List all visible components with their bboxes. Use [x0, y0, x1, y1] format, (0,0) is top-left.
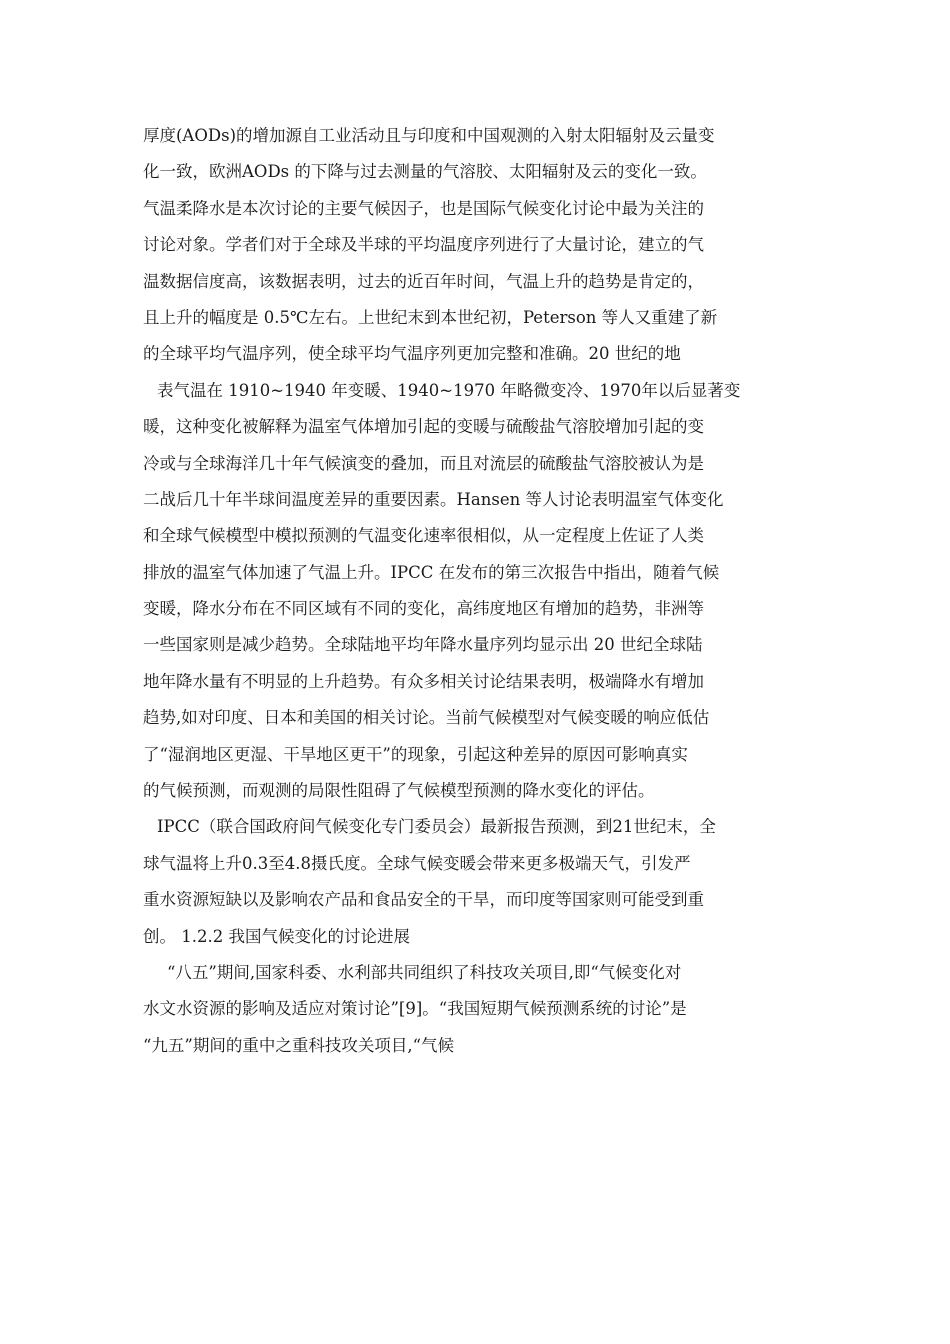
text-line: 水文水资源的影响及适应对策讨论”[9]。“我国短期气候预测系统的讨论”是: [143, 999, 687, 1019]
text-line: 气温柔降水是本次讨论的主要气候因子，也是国际气候变化讨论中最为关注的: [143, 198, 704, 218]
text-line: 温数据信度高，该数据表明，过去的近百年时间，气温上升的趋势是肯定的，: [143, 271, 704, 291]
text-line: 变暖，降水分布在不同区域有不同的变化，高纬度地区有增加的趋势，非洲等: [143, 599, 704, 619]
text-line: 二战后几十年半球间温度差异的重要因素。Hansen 等人讨论表明温室气体变化: [143, 489, 724, 509]
text-line: 和全球气候模型中模拟预测的气温变化速率很相似，从一定程度上佐证了人类: [143, 526, 704, 546]
text-line: 厚度(AODs)的增加源自工业活动且与印度和中国观测的入射太阳辐射及云量变: [143, 126, 715, 145]
text-line: 地年降水量有不明显的上升趋势。有众多相关讨论结果表明，极端降水有增加: [143, 671, 704, 691]
text-line: “八五”期间,国家科委、水利部共同组织了科技攻关项目,即“气候变化对: [167, 962, 682, 982]
text-line: 表气温在 1910~1940 年变暖、1940~1970 年略微变冷、1970年以后显著变: [157, 380, 741, 400]
text-line: 一些国家则是减少趋势。全球陆地平均年降水量序列均显示出 20 世纪全球陆: [143, 635, 703, 655]
text-line: 了“湿润地区更湿、干旱地区更干”的现象，引起这种差异的原因可影响真实: [143, 744, 688, 764]
text-line: 且上升的幅度是 0.5℃左右。上世纪末到本世纪初，Peterson 等人又重建了新: [143, 307, 718, 327]
text-line: IPCC（联合国政府间气候变化专门委员会）最新报告预测，到21世纪末，全: [157, 817, 716, 837]
text-line: 暖，这种变化被解释为温室气体增加引起的变暖与硫酸盐气溶胶增加引起的变: [143, 417, 704, 437]
text-line: 讨论对象。学者们对于全球及半球的平均温度序列进行了大量讨论，建立的气: [143, 235, 704, 255]
section-heading-line: 创。 1.2.2 我国气候变化的讨论进展: [143, 926, 410, 946]
text-line: 重水资源短缺以及影响农产品和食品安全的干旱，而印度等国家则可能受到重: [143, 890, 704, 910]
text-line: 球气温将上升0.3至4.8摄氏度。全球气候变暖会带来更多极端天气，引发严: [143, 853, 691, 873]
text-line: 化一致，欧洲AODs 的下降与过去测量的气溶胶、太阳辐射及云的变化一致。: [143, 162, 707, 182]
text-line: 排放的温室气体加速了气温上升。IPCC 在发布的第三次报告中指出，随着气候: [143, 562, 720, 582]
body-text: [143, 118, 813, 1064]
text-line: “九五”期间的重中之重科技攻关项目,“气候: [143, 1035, 455, 1055]
text-line: 的气候预测，而观测的局限性阻碍了气候模型预测的降水变化的评估。: [143, 781, 655, 801]
text-line: 冷或与全球海洋几十年气候演变的叠加，而且对流层的硫酸盐气溶胶被认为是: [143, 453, 704, 473]
text-line: 趋势,如对印度、日本和美国的相关讨论。当前气候模型对气候变暖的响应低估: [143, 708, 710, 728]
text-line: 的全球平均气温序列，使全球平均气温序列更加完整和准确。20 世纪的地: [143, 344, 681, 364]
